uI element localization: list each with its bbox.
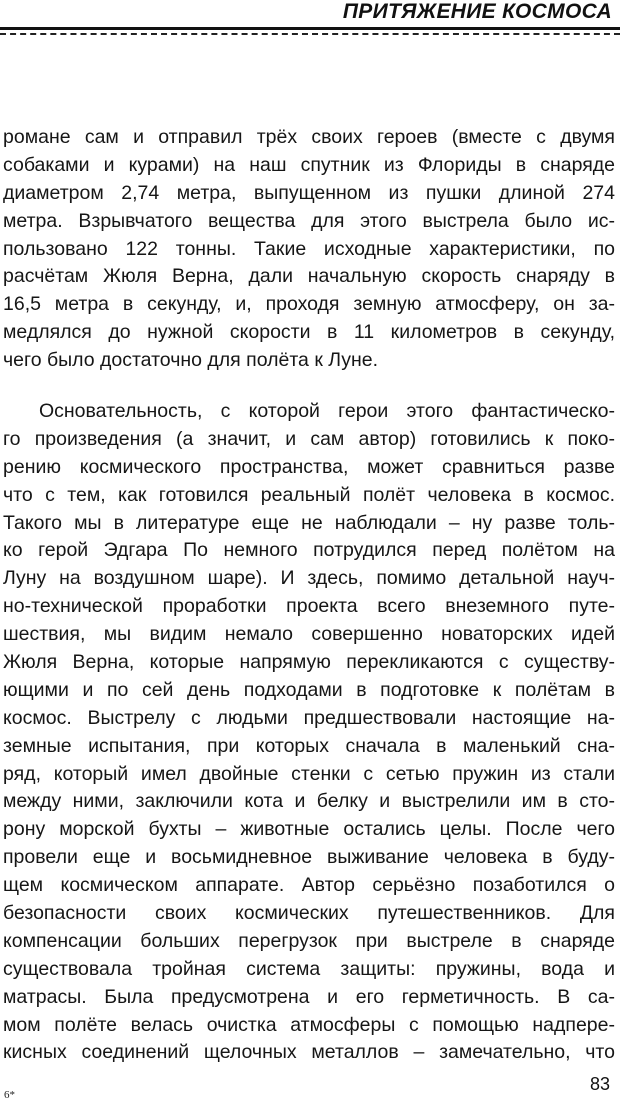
text-line: провели еще и восьмидневное выживание человека в буду- bbox=[3, 846, 615, 869]
text-line: ряд, который имел двойные стенки с сетью пружин из стали bbox=[3, 762, 615, 785]
text-line: Луну на воздушном шаре). И здесь, помимо детальной науч- bbox=[3, 567, 615, 590]
text-line: шествия, мы видим немало совершенно новаторских идей bbox=[3, 623, 615, 646]
page-number: 83 bbox=[589, 1074, 610, 1094]
text-line: собаками и курами) на наш спутник из Флориды в снаряде bbox=[3, 153, 615, 176]
text-line: метра. Взрывчатого вещества для этого выстрела было ис- bbox=[3, 209, 615, 232]
text-line: Жюля Верна, которые напрямую перекликаются с существу- bbox=[3, 651, 615, 674]
header-dashed-rule bbox=[0, 33, 620, 35]
text-line: Такого мы в литературе еще не наблюдали – ну разве толь- bbox=[3, 511, 615, 534]
text-line: компенсации больших перегрузок при выстреле в снаряде bbox=[3, 929, 615, 952]
text-line: чего было достаточно для полёта к Луне. bbox=[3, 349, 379, 372]
header-rule bbox=[0, 27, 620, 30]
text-line: Основательность, с которой герои этого фантастическо- bbox=[39, 400, 615, 422]
signature-mark: 6* bbox=[4, 1089, 15, 1101]
text-line: между ними, заключили кота и белку и выстрелили им в сто- bbox=[3, 790, 615, 813]
text-line: ко герой Эдгара По немного потрудился перед полётом на bbox=[3, 539, 615, 562]
running-header-title: ПРИТЯЖЕНИЕ КОСМОСА bbox=[342, 0, 612, 23]
text-line: пользовано 122 тонны. Такие исходные характеристики, по bbox=[3, 237, 615, 260]
paragraph-continuation bbox=[3, 124, 615, 375]
text-line: космос. Выстрелу с людьми предшествовали настоящие на- bbox=[3, 706, 615, 729]
text-line: ющими и по сей день подходами в подготовке к полётам в bbox=[3, 678, 615, 701]
text-line: диаметром 2,74 метра, выпущенном из пушки длиной 274 bbox=[3, 181, 615, 204]
text-line: 16,5 метра в секунду, и, проходя земную атмосферу, он за- bbox=[3, 293, 615, 316]
paragraph-main bbox=[3, 398, 615, 1067]
text-line: мом полёте велась очистка атмосферы с помощью надпере- bbox=[3, 1013, 615, 1036]
text-line: земные испытания, при которых сначала в маленький сна- bbox=[3, 734, 615, 757]
text-line: безопасности своих космических путешественников. Для bbox=[3, 902, 615, 925]
text-line: матрасы. Была предусмотрена и его герметичность. В са- bbox=[3, 985, 615, 1008]
text-line: медлялся до нужной скорости в 11 километров в секунду, bbox=[3, 321, 615, 344]
text-line: романе сам и отправил трёх своих героев (вместе с двумя bbox=[3, 126, 615, 148]
text-line: рению космического пространства, может сравниться разве bbox=[3, 455, 615, 478]
text-line: расчётам Жюля Верна, дали начальную скорость снаряду в bbox=[3, 265, 615, 288]
text-line: но-технической проработки проекта всего внеземного путе- bbox=[3, 595, 615, 618]
text-line: что с тем, как готовился реальный полёт человека в космос. bbox=[3, 483, 615, 506]
text-line: го произведения (а значит, и сам автор) готовились к поко- bbox=[3, 427, 615, 450]
text-line: щем космическом аппарате. Автор серьёзно позаботился о bbox=[3, 874, 615, 897]
text-line: кисных соединений щелочных металлов – замечательно, что bbox=[3, 1041, 615, 1064]
text-line: существовала тройная система защиты: пружины, вода и bbox=[3, 957, 615, 980]
text-line: рону морской бухты – животные остались целы. После чего bbox=[3, 818, 615, 841]
